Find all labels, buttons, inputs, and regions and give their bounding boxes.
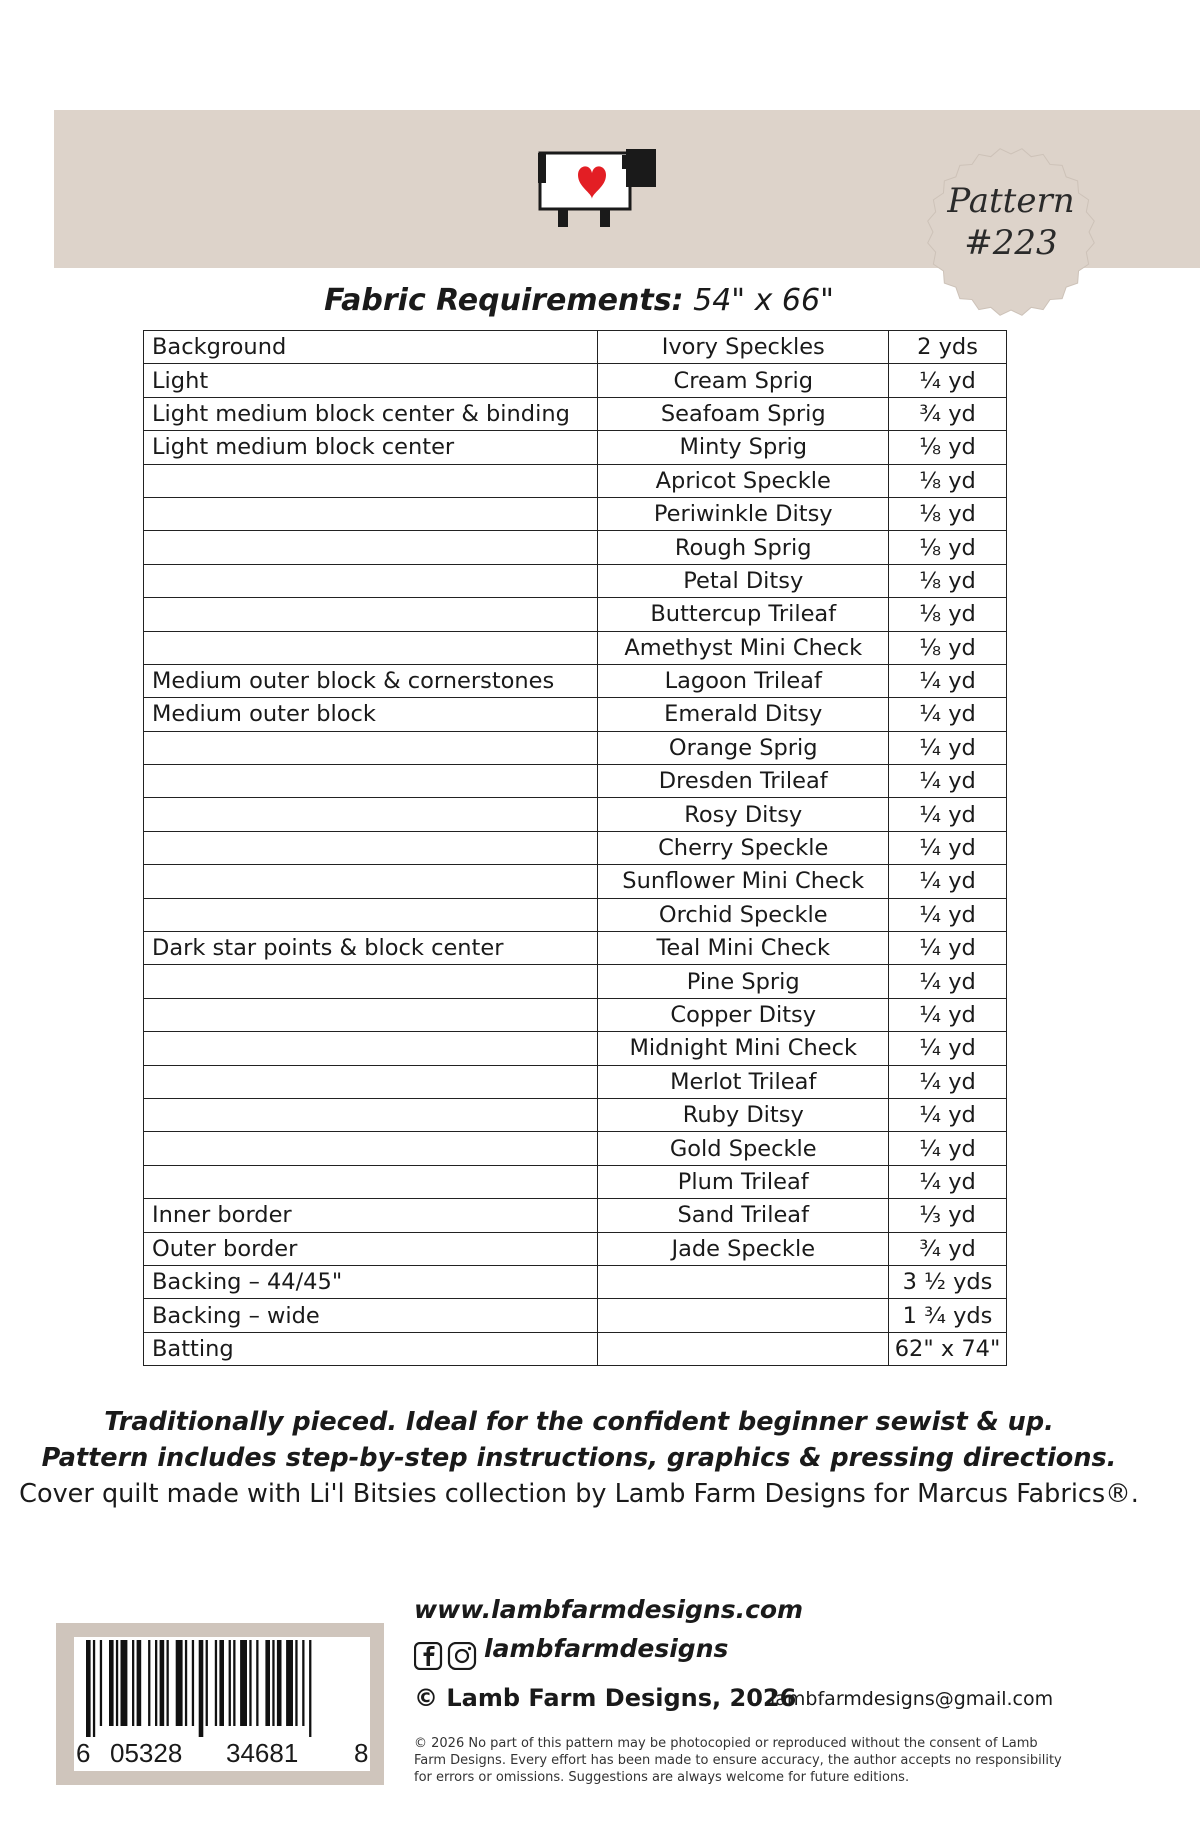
fabric-name-cell bbox=[598, 1299, 889, 1332]
barcode-bar bbox=[116, 1640, 118, 1726]
barcode-bar bbox=[109, 1640, 114, 1726]
fabric-use-cell: Outer border bbox=[144, 1232, 598, 1265]
barcode-bar bbox=[199, 1640, 204, 1737]
pattern-label: Pattern bbox=[947, 181, 1075, 221]
fabric-name-cell: Amethyst Mini Check bbox=[598, 631, 889, 664]
fabric-name-cell: Buttercup Trileaf bbox=[598, 598, 889, 631]
table-row bbox=[144, 664, 1007, 697]
barcode-digit-first: 6 bbox=[76, 1738, 91, 1768]
table-row bbox=[144, 765, 1007, 798]
fabric-use-cell bbox=[144, 1132, 598, 1165]
pattern-badge-text bbox=[926, 180, 1096, 264]
fabric-use-cell: Medium outer block bbox=[144, 698, 598, 731]
barcode-bar bbox=[233, 1640, 235, 1726]
fabric-amount-cell: 3 ½ yds bbox=[889, 1265, 1007, 1298]
table-row bbox=[144, 1132, 1007, 1165]
sheep-heart-icon bbox=[538, 145, 656, 230]
fabric-name-cell: Rough Sprig bbox=[598, 531, 889, 564]
fabric-use-cell bbox=[144, 1065, 598, 1098]
barcode-bar bbox=[240, 1640, 247, 1726]
fabric-name-cell: Dresden Trileaf bbox=[598, 765, 889, 798]
fabric-use-cell: Backing – 44/45" bbox=[144, 1265, 598, 1298]
fabric-amount-cell: ¼ yd bbox=[889, 865, 1007, 898]
fabric-amount-cell: ¼ yd bbox=[889, 1032, 1007, 1065]
fabric-name-cell: Jade Speckle bbox=[598, 1232, 889, 1265]
barcode-bar bbox=[206, 1640, 208, 1726]
barcode-digit-last: 8 bbox=[354, 1738, 369, 1768]
pattern-notes bbox=[0, 1404, 1158, 1512]
barcode-bar bbox=[302, 1640, 304, 1726]
barcode-bar bbox=[277, 1640, 282, 1726]
fabric-use-cell: Light medium block center & binding bbox=[144, 397, 598, 430]
barcode-bar bbox=[148, 1640, 150, 1726]
fabric-use-cell bbox=[144, 1165, 598, 1198]
fabric-name-cell: Sunflower Mini Check bbox=[598, 865, 889, 898]
fabric-amount-cell: ⅛ yd bbox=[889, 564, 1007, 597]
table-row bbox=[144, 331, 1007, 364]
fabric-name-cell: Merlot Trileaf bbox=[598, 1065, 889, 1098]
note-line-3: Cover quilt made with Li'l Bitsies collection by Lamb Farm Designs for Marcus Fabrics®. bbox=[19, 1479, 1139, 1509]
barcode bbox=[86, 1640, 360, 1737]
fabric-name-cell: Orchid Speckle bbox=[598, 898, 889, 931]
fabric-name-cell: Plum Trileaf bbox=[598, 1165, 889, 1198]
barcode-bar bbox=[229, 1640, 231, 1726]
barcode-bar bbox=[155, 1640, 157, 1726]
fabric-use-cell bbox=[144, 497, 598, 530]
legal-notice: © 2026 No part of this pattern may be photocopied or reproduced without the consent of Lamb Farm Designs. Every effort has been made to ensure accuracy, the author accepts no responsibility for errors or omissions. Suggestions are always welcome for future editions. bbox=[414, 1736, 1062, 1785]
fabric-amount-cell: ¾ yd bbox=[889, 1232, 1007, 1265]
fabric-name-cell: Gold Speckle bbox=[598, 1132, 889, 1165]
fabric-use-cell bbox=[144, 998, 598, 1031]
table-row bbox=[144, 965, 1007, 998]
copyright: © Lamb Farm Designs, 2026 bbox=[414, 1684, 797, 1712]
table-row bbox=[144, 698, 1007, 731]
fabric-use-cell bbox=[144, 464, 598, 497]
table-row bbox=[144, 1165, 1007, 1198]
fabric-name-cell bbox=[598, 1332, 889, 1365]
fabric-use-cell bbox=[144, 765, 598, 798]
fabric-amount-cell: ⅛ yd bbox=[889, 464, 1007, 497]
fabric-name-cell: Midnight Mini Check bbox=[598, 1032, 889, 1065]
fabric-amount-cell: ¼ yd bbox=[889, 731, 1007, 764]
fabric-name-cell: Pine Sprig bbox=[598, 965, 889, 998]
fabric-amount-cell: ¼ yd bbox=[889, 364, 1007, 397]
fabric-name-cell: Lagoon Trileaf bbox=[598, 664, 889, 697]
fabric-amount-cell: ¼ yd bbox=[889, 698, 1007, 731]
table-row bbox=[144, 364, 1007, 397]
table-row bbox=[144, 631, 1007, 664]
table-row bbox=[144, 1332, 1007, 1365]
fabric-use-cell bbox=[144, 531, 598, 564]
fabric-amount-cell: ¼ yd bbox=[889, 932, 1007, 965]
fabric-use-cell bbox=[144, 1032, 598, 1065]
fabric-amount-cell: ⅛ yd bbox=[889, 631, 1007, 664]
barcode-bar bbox=[121, 1640, 128, 1726]
page-title bbox=[0, 283, 1158, 318]
barcode-bar bbox=[309, 1640, 311, 1737]
barcode-bar bbox=[215, 1640, 217, 1726]
fabric-use-cell bbox=[144, 564, 598, 597]
instagram-icon[interactable] bbox=[449, 1643, 475, 1669]
fabric-use-cell bbox=[144, 1098, 598, 1131]
barcode-bar bbox=[100, 1640, 102, 1726]
barcode-digits bbox=[76, 1738, 376, 1770]
fabric-name-cell: Copper Ditsy bbox=[598, 998, 889, 1031]
barcode-bar bbox=[160, 1640, 165, 1726]
table-row bbox=[144, 1032, 1007, 1065]
barcode-digits-left: 05328 bbox=[110, 1738, 183, 1768]
fabric-amount-cell: ⅛ yd bbox=[889, 497, 1007, 530]
table-row bbox=[144, 1299, 1007, 1332]
fabric-use-cell: Backing – wide bbox=[144, 1299, 598, 1332]
fabric-use-cell bbox=[144, 965, 598, 998]
fabric-use-cell bbox=[144, 831, 598, 864]
fabric-name-cell: Emerald Ditsy bbox=[598, 698, 889, 731]
barcode-bar bbox=[286, 1640, 293, 1726]
barcode-bar bbox=[219, 1640, 224, 1726]
fabric-name-cell: Seafoam Sprig bbox=[598, 397, 889, 430]
fabric-table bbox=[143, 330, 1007, 1366]
social-icons bbox=[414, 1642, 478, 1670]
fabric-amount-cell: ¾ yd bbox=[889, 397, 1007, 430]
fabric-name-cell: Orange Sprig bbox=[598, 731, 889, 764]
table-row bbox=[144, 1199, 1007, 1232]
title-size: 54" x 66" bbox=[693, 283, 834, 318]
fabric-name-cell: Sand Trileaf bbox=[598, 1199, 889, 1232]
fabric-amount-cell: ¼ yd bbox=[889, 798, 1007, 831]
fabric-use-cell: Light medium block center bbox=[144, 431, 598, 464]
fabric-use-cell bbox=[144, 731, 598, 764]
table-row bbox=[144, 865, 1007, 898]
barcode-bar bbox=[132, 1640, 134, 1726]
fabric-use-cell: Dark star points & block center bbox=[144, 932, 598, 965]
fabric-use-cell bbox=[144, 865, 598, 898]
table-row bbox=[144, 431, 1007, 464]
fabric-amount-cell: ⅛ yd bbox=[889, 431, 1007, 464]
fabric-use-cell bbox=[144, 631, 598, 664]
fabric-use-cell: Inner border bbox=[144, 1199, 598, 1232]
fabric-name-cell: Minty Sprig bbox=[598, 431, 889, 464]
fabric-amount-cell: ¼ yd bbox=[889, 965, 1007, 998]
table-row bbox=[144, 1232, 1007, 1265]
table-row bbox=[144, 397, 1007, 430]
fabric-name-cell: Ivory Speckles bbox=[598, 331, 889, 364]
table-row bbox=[144, 932, 1007, 965]
fabric-use-cell: Background bbox=[144, 331, 598, 364]
barcode-bar bbox=[272, 1640, 274, 1726]
fabric-amount-cell: ¼ yd bbox=[889, 1132, 1007, 1165]
fabric-use-cell bbox=[144, 898, 598, 931]
table-row bbox=[144, 731, 1007, 764]
fabric-amount-cell: ¼ yd bbox=[889, 831, 1007, 864]
title-label: Fabric Requirements: bbox=[324, 283, 684, 318]
fabric-amount-cell: ¼ yd bbox=[889, 998, 1007, 1031]
fabric-amount-cell: 1 ¾ yds bbox=[889, 1299, 1007, 1332]
note-line-2: Pattern includes step-by-step instructions, graphics & pressing directions. bbox=[41, 1443, 1117, 1473]
table-row bbox=[144, 998, 1007, 1031]
barcode-bar bbox=[295, 1640, 297, 1726]
fabric-use-cell bbox=[144, 798, 598, 831]
fabric-name-cell: Petal Ditsy bbox=[598, 564, 889, 597]
barcode-bar bbox=[93, 1640, 95, 1737]
fabric-use-cell: Batting bbox=[144, 1332, 598, 1365]
fabric-use-cell: Medium outer block & cornerstones bbox=[144, 664, 598, 697]
fabric-amount-cell: ¼ yd bbox=[889, 664, 1007, 697]
fabric-name-cell: Rosy Ditsy bbox=[598, 798, 889, 831]
barcode-bar bbox=[137, 1640, 142, 1726]
website-link[interactable]: www.lambfarmdesigns.com bbox=[414, 1595, 804, 1624]
table-row bbox=[144, 497, 1007, 530]
fabric-name-cell bbox=[598, 1265, 889, 1298]
barcode-digits-right: 34681 bbox=[226, 1738, 299, 1768]
barcode-bar bbox=[192, 1640, 194, 1726]
fabric-amount-cell: ⅛ yd bbox=[889, 531, 1007, 564]
barcode-bar bbox=[249, 1640, 251, 1726]
table-row bbox=[144, 1265, 1007, 1298]
table-row bbox=[144, 598, 1007, 631]
fabric-amount-cell: ⅛ yd bbox=[889, 598, 1007, 631]
fabric-amount-cell: ¼ yd bbox=[889, 1098, 1007, 1131]
fabric-amount-cell: ¼ yd bbox=[889, 1165, 1007, 1198]
fabric-name-cell: Cherry Speckle bbox=[598, 831, 889, 864]
fabric-amount-cell: ¼ yd bbox=[889, 898, 1007, 931]
barcode-bar bbox=[256, 1640, 258, 1726]
table-row bbox=[144, 831, 1007, 864]
barcode-bar bbox=[176, 1640, 183, 1726]
table-row bbox=[144, 564, 1007, 597]
fabric-amount-cell: 2 yds bbox=[889, 331, 1007, 364]
fabric-name-cell: Ruby Ditsy bbox=[598, 1098, 889, 1131]
fabric-name-cell: Cream Sprig bbox=[598, 364, 889, 397]
table-row bbox=[144, 798, 1007, 831]
table-row bbox=[144, 1098, 1007, 1131]
fabric-amount-cell: ⅓ yd bbox=[889, 1199, 1007, 1232]
fabric-amount-cell: 62" x 74" bbox=[889, 1332, 1007, 1365]
fabric-amount-cell: ¼ yd bbox=[889, 765, 1007, 798]
barcode-bar bbox=[265, 1640, 270, 1726]
pattern-number: #223 bbox=[964, 223, 1058, 263]
fabric-use-cell bbox=[144, 598, 598, 631]
facebook-icon[interactable] bbox=[415, 1643, 441, 1669]
barcode-bar bbox=[86, 1640, 91, 1737]
note-line-1: Traditionally pieced. Ideal for the confident beginner sewist & up. bbox=[104, 1407, 1054, 1437]
table-row bbox=[144, 531, 1007, 564]
fabric-name-cell: Periwinkle Ditsy bbox=[598, 497, 889, 530]
fabric-use-cell: Light bbox=[144, 364, 598, 397]
barcode-bar bbox=[185, 1640, 187, 1726]
barcode-bar bbox=[167, 1640, 169, 1726]
social-handle[interactable]: lambfarmdesigns bbox=[484, 1634, 729, 1663]
fabric-name-cell: Teal Mini Check bbox=[598, 932, 889, 965]
fabric-amount-cell: ¼ yd bbox=[889, 1065, 1007, 1098]
fabric-name-cell: Apricot Speckle bbox=[598, 464, 889, 497]
table-row bbox=[144, 1065, 1007, 1098]
table-row bbox=[144, 464, 1007, 497]
table-row bbox=[144, 898, 1007, 931]
email-link[interactable]: lambfarmdesigns@gmail.com bbox=[770, 1688, 1054, 1710]
